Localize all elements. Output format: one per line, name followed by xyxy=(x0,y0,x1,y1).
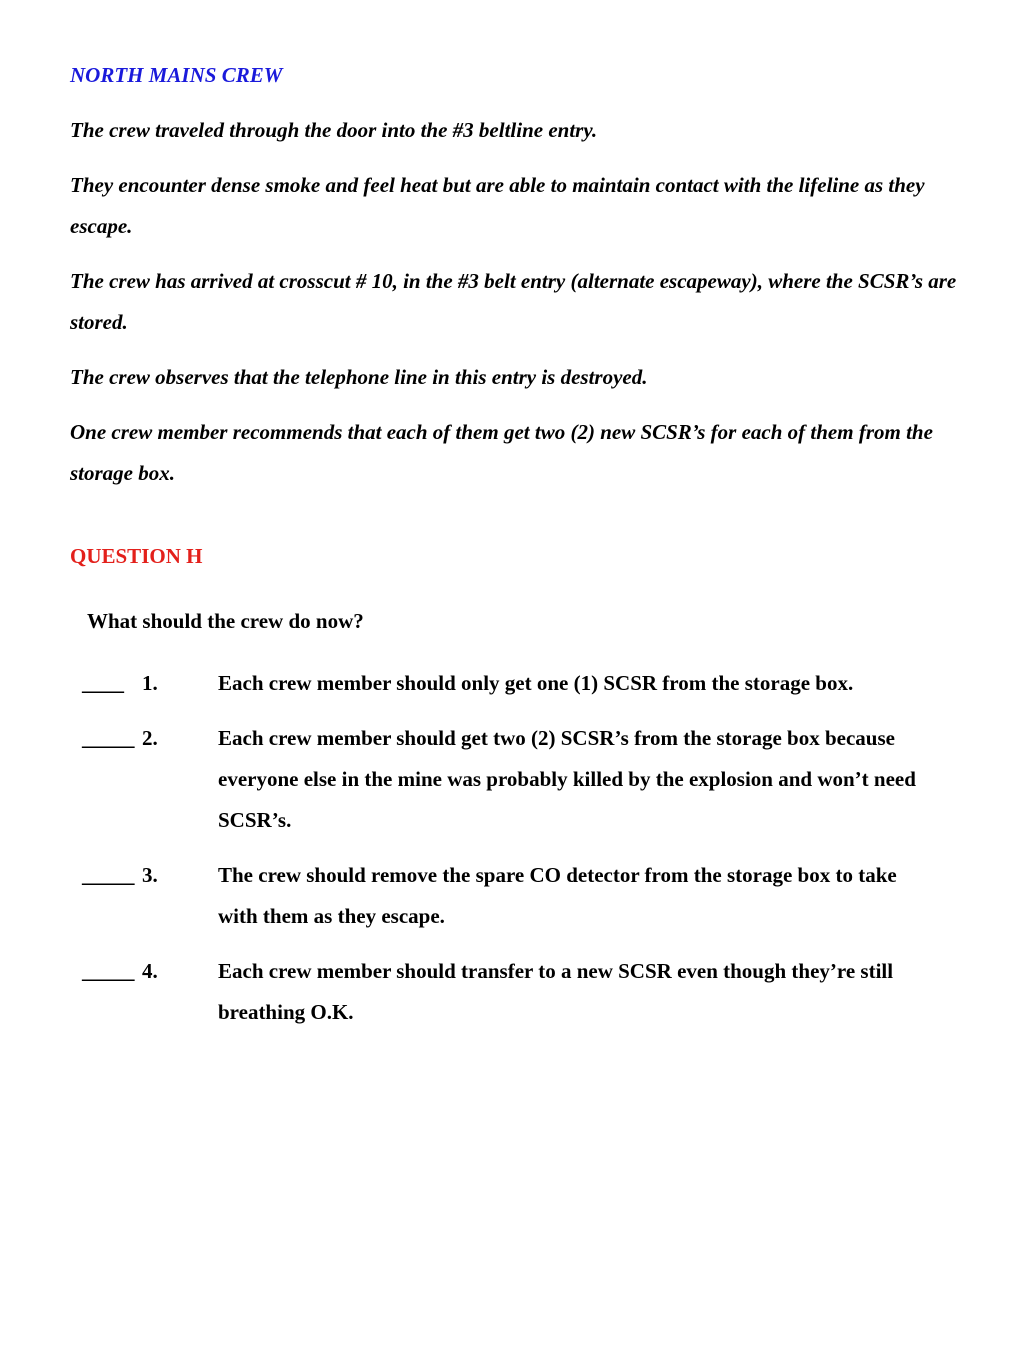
answer-text: Each crew member should transfer to a new SCSR even though they’re still breathing O.K. xyxy=(218,959,894,1024)
scenario-paragraph: The crew has arrived at crosscut # 10, in the #3 belt entry (alternate escapeway), where the SCSR’s are stored. xyxy=(70,269,957,334)
scenario-narrative xyxy=(70,110,970,508)
scenario-paragraph: The crew traveled through the door into the #3 beltline entry. xyxy=(70,118,598,142)
question-prompt: What should the crew do now? xyxy=(87,609,364,633)
scenario-paragraph: They encounter dense smoke and feel heat but are able to maintain contact with the lifeline as they escape. xyxy=(70,173,925,238)
answer-option xyxy=(82,718,942,841)
answer-text: Each crew member should get two (2) SCSR’s from the storage box because everyone else in the mine was probably killed by the explosion and won’t need SCSR’s. xyxy=(218,726,916,832)
answer-number: 2. xyxy=(142,726,158,750)
answer-blank: _____ xyxy=(82,959,135,983)
answer-option xyxy=(82,951,942,1033)
answer-text: The crew should remove the spare CO detector from the storage box to take with them as they escape. xyxy=(218,863,897,928)
section-title: NORTH MAINS CREW xyxy=(70,63,283,87)
answer-text: Each crew member should only get one (1) SCSR from the storage box. xyxy=(218,671,854,695)
answer-blank: ____ xyxy=(82,671,124,695)
answer-number: 1. xyxy=(142,671,158,695)
scenario-paragraph: The crew observes that the telephone line in this entry is destroyed. xyxy=(70,365,648,389)
answer-number: 4. xyxy=(142,959,158,983)
answer-blank: _____ xyxy=(82,726,135,750)
question-title: QUESTION H xyxy=(70,544,203,568)
answer-option xyxy=(82,663,942,704)
answer-blank: _____ xyxy=(82,863,135,887)
answer-option xyxy=(82,855,942,937)
scenario-paragraph: One crew member recommends that each of them get two (2) new SCSR’s for each of them from the storage box. xyxy=(70,420,933,485)
answer-number: 3. xyxy=(142,863,158,887)
answer-options xyxy=(82,663,942,1047)
